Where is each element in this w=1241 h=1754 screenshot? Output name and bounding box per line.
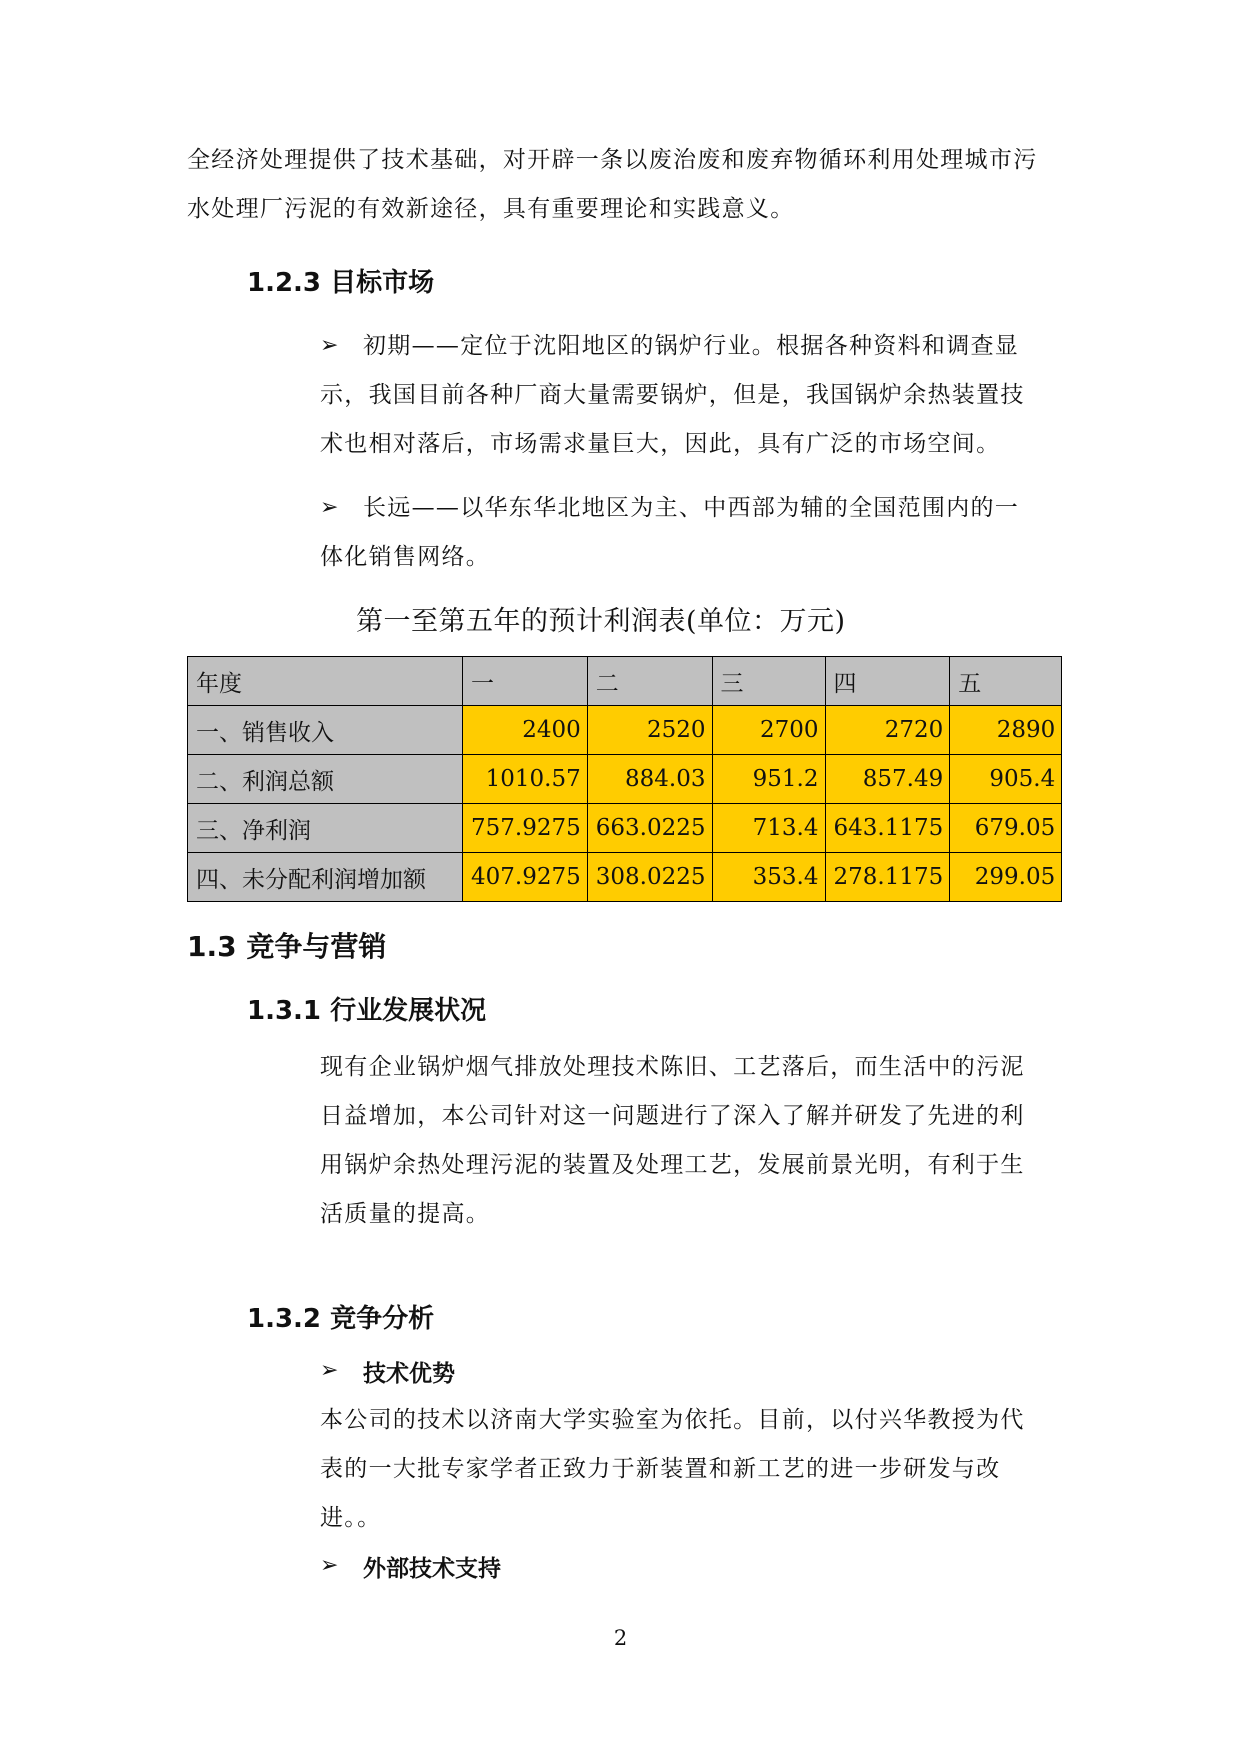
- value-cell: 857.49: [825, 755, 950, 804]
- value-cell: 643.1175: [825, 804, 950, 853]
- header-cell: 五: [950, 657, 1062, 706]
- paragraph-line: 表的一大批专家学者正致力于新装置和新工艺的进一步研发与改: [320, 1456, 1001, 1482]
- value-cell: 1010.57: [463, 755, 588, 804]
- value-cell: 663.0225: [587, 804, 712, 853]
- bullet-arrow-icon: ➢: [320, 1358, 339, 1383]
- value-cell: 2890: [950, 706, 1062, 755]
- value-cell: 2400: [463, 706, 588, 755]
- profit-table: [187, 656, 1062, 902]
- intro-paragraph: [187, 136, 1053, 234]
- value-cell: 951.2: [712, 755, 825, 804]
- bullet-arrow-icon: ➢: [320, 1553, 339, 1578]
- value-cell: 407.9275: [463, 853, 588, 902]
- paragraph-line: 全经济处理提供了技术基础，对开辟一条以废治废和废弃物循环利用处理城市污: [187, 147, 1038, 173]
- value-cell: 713.4: [712, 804, 825, 853]
- bullet-arrow-icon: ➢: [320, 333, 339, 358]
- paragraph-line: 初期——定位于沈阳地区的锅炉行业。根据各种资料和调查显: [363, 333, 1020, 359]
- value-cell: 2520: [587, 706, 712, 755]
- row-label: 四、未分配利润增加额: [188, 853, 463, 902]
- paragraph-line: 本公司的技术以济南大学实验室为依托。目前，以付兴华教授为代: [320, 1407, 1025, 1433]
- table-header-row: [188, 657, 1062, 706]
- value-cell: 278.1175: [825, 853, 950, 902]
- paragraph-line: 日益增加，本公司针对这一问题进行了深入了解并研发了先进的利: [320, 1103, 1025, 1129]
- value-cell: 2700: [712, 706, 825, 755]
- paragraph-line: 长远——以华东华北地区为主、中西部为辅的全国范围内的一: [363, 495, 1020, 521]
- header-cell: 三: [712, 657, 825, 706]
- table-row: [188, 755, 1062, 804]
- value-cell: 2720: [825, 706, 950, 755]
- paragraph-line: 术也相对落后，市场需求量巨大，因此，具有广泛的市场空间。: [320, 431, 1001, 457]
- page-number: 2: [613, 1626, 628, 1650]
- market-bullet-early: [320, 322, 1053, 469]
- table-row: [188, 804, 1062, 853]
- section-heading-1-3-2: 1.3.2 竞争分析: [247, 1304, 435, 1334]
- row-label: 三、净利润: [188, 804, 463, 853]
- bullet-arrow-icon: ➢: [320, 495, 339, 520]
- paragraph-line: 体化销售网络。: [320, 544, 491, 570]
- paragraph-line: 示，我国目前各种厂商大量需要锅炉，但是，我国锅炉余热装置技: [320, 382, 1025, 408]
- value-cell: 884.03: [587, 755, 712, 804]
- tech-advantage-paragraph: [320, 1396, 1053, 1543]
- value-cell: 299.05: [950, 853, 1062, 902]
- value-cell: 353.4: [712, 853, 825, 902]
- table-row: [188, 853, 1062, 902]
- paragraph-line: 进。。: [320, 1505, 382, 1531]
- section-heading-1-2-3: 1.2.3 目标市场: [247, 268, 435, 298]
- market-bullet-long-term: [320, 484, 1053, 582]
- industry-status-paragraph: [320, 1043, 1053, 1239]
- tech-advantage-title: 技术优势: [363, 1361, 455, 1387]
- value-cell: 905.4: [950, 755, 1062, 804]
- section-heading-1-3: 1.3 竞争与营销: [187, 930, 387, 963]
- header-cell: 二: [587, 657, 712, 706]
- external-support-title: 外部技术支持: [363, 1556, 501, 1582]
- paragraph-line: 用锅炉余热处理污泥的装置及处理工艺，发展前景光明，有利于生: [320, 1152, 1025, 1178]
- paragraph-line: 活质量的提高。: [320, 1201, 491, 1227]
- row-label: 一、销售收入: [188, 706, 463, 755]
- value-cell: 757.9275: [463, 804, 588, 853]
- section-heading-1-3-1: 1.3.1 行业发展状况: [247, 996, 487, 1026]
- header-cell: 一: [463, 657, 588, 706]
- header-cell-year: 年度: [188, 657, 463, 706]
- value-cell: 679.05: [950, 804, 1062, 853]
- value-cell: 308.0225: [587, 853, 712, 902]
- header-cell: 四: [825, 657, 950, 706]
- paragraph-line: 现有企业锅炉烟气排放处理技术陈旧、工艺落后，而生活中的污泥: [320, 1054, 1025, 1080]
- table-row: [188, 706, 1062, 755]
- row-label: 二、利润总额: [188, 755, 463, 804]
- table-caption: 第一至第五年的预计利润表(单位：万元): [356, 606, 846, 637]
- paragraph-line: 水处理厂污泥的有效新途径，具有重要理论和实践意义。: [187, 196, 795, 222]
